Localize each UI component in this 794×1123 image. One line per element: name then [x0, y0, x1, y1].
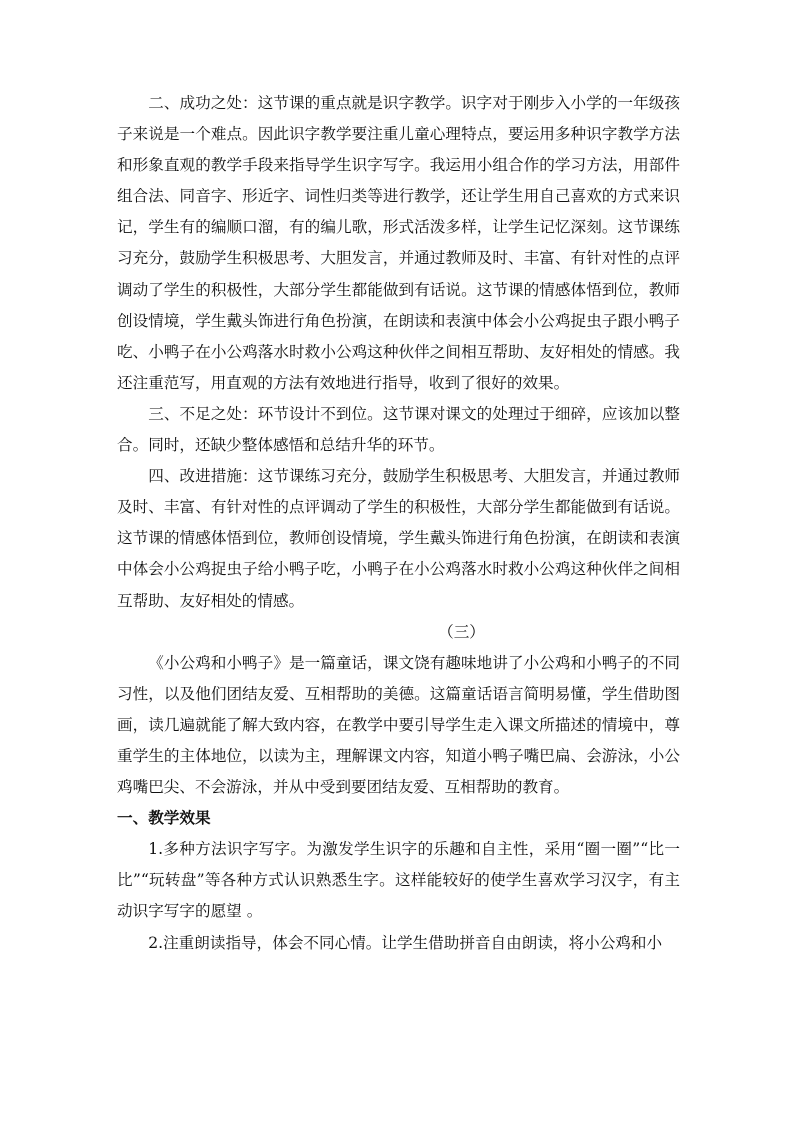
section-heading: 一、教学效果 — [117, 809, 211, 828]
paragraph-success: 二、成功之处：这节课的重点就是识字教学。识字对于刚步入小学的一年级孩子来说是一个难点。因此识字教学要注重儿童心理特点，要运用多种识字教学方法和形象直观的教学手段来指导学生识字写字。我运用小组合作的学习方法，用部件组合法、同音字、形近字、词性归类等进行教学，还让学生用自己喜欢的方式来识记，学生有的编顺口溜，有的编儿歌，形式活泼多样，让学生记忆深刻。这节课练习充分，鼓励学生积极思考、大胆发言，并通过教师及时、丰富、有针对性的点评调动了学生的积极性，大部分学生都能做到有话说。这节课的情感体悟到位，教师创设情境，学生戴头饰进行角色扮演，在朗读和表演中体会小公鸡捉虫子跟小鸭子吃、小鸭子在小公鸡落水时救小公鸡这种伙伴之间相互帮助、友好相处的情感。我还注重范写，用直观的方法有效地进行指导，收到了很好的效果。 — [117, 94, 680, 392]
paragraph-point-1: 1.多种方法识字写字。为激发学生识字的乐趣和自主性，采用“圈一圈”“比一比”“玩转盘”等各种方式认识熟悉生字。这样能较好的使学生喜欢学习汉字，有主动识字写字的愿望 。 — [117, 840, 680, 921]
paragraph-point-2: 2.注重朗读指导，体会不同心情。让学生借助拼音自由朗读，将小公鸡和小 — [148, 933, 663, 952]
document-page — [117, 88, 680, 959]
section-number: （三） — [438, 622, 485, 641]
paragraph-improvement: 四、改进措施：这节课练习充分，鼓励学生积极思考、大胆发言，并通过教师及时、丰富、有针对性的点评调动了学生的积极性，大部分学生都能做到有话说。这节课的情感体悟到位，教师创设情境，学生戴头饰进行角色扮演，在朗读和表演中体会小公鸡捉虫子给小鸭子吃，小鸭子在小公鸡落水时救小公鸡这种伙伴之间相互帮助、友好相处的情感。 — [117, 467, 680, 610]
paragraph-intro: 《小公鸡和小鸭子》是一篇童话，课文饶有趣味地讲了小公鸡和小鸭子的不同习性，以及他们团结友爱、互相帮助的美德。这篇童话语言简明易懂，学生借助图画，读几遍就能了解大致内容，在教学中要引导学生走入课文所描述的情境中，尊重学生的主体地位，以读为主，理解课文内容，知道小鸭子嘴巴扁、会游泳，小公鸡嘴巴尖、不会游泳，并从中受到要团结友爱、互相帮助的教育。 — [117, 653, 680, 797]
paragraph-shortcoming: 三、不足之处：环节设计不到位。这节课对课文的处理过于细碎，应该加以整合。同时，还缺少整体感悟和总结升华的环节。 — [117, 404, 680, 455]
